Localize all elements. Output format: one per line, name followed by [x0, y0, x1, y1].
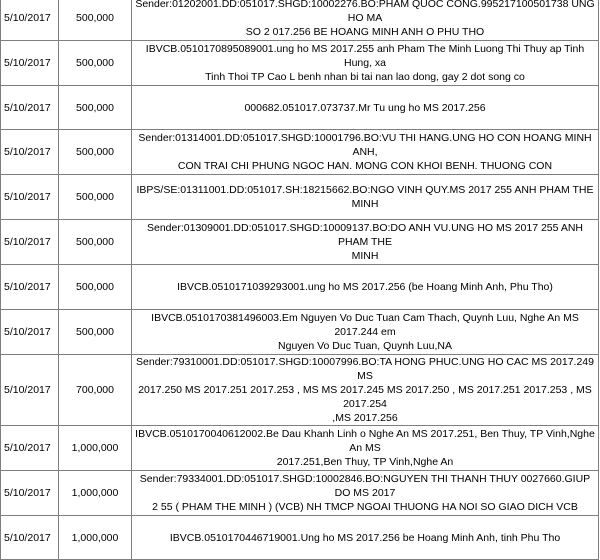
- description-line: Nguyen Vo Duc Tuan, Quynh Luu,NA: [278, 340, 452, 352]
- description-cell: [132, 41, 599, 86]
- description-line: Sender:01309001.DD:051017.SHGD:10009137.BO:DO ANH VU.UNG HO MS 2017 255 ANH PHAM THE: [147, 222, 583, 248]
- amount-cell: 700,000: [59, 355, 132, 426]
- amount-cell: 1,000,000: [59, 516, 132, 560]
- description-line: 2017.250 MS 2017.251 2017.253 , MS MS 2017.245 MS 2017.250 , MS 2017.251 2017.253 , MS 2017.254: [138, 384, 592, 410]
- description-cell: [132, 220, 599, 265]
- date-cell: 5/10/2017: [1, 471, 59, 516]
- date-cell: 5/10/2017: [1, 310, 59, 355]
- table-row: [1, 130, 599, 175]
- description-line: IBVCB.0510170446719001.Ung ho MS 2017.256 be Hoang Minh Anh, tinh Phu Tho: [169, 531, 561, 544]
- amount-cell: 500,000: [59, 175, 132, 220]
- date-cell: 5/10/2017: [1, 86, 59, 130]
- amount-cell: 500,000: [59, 86, 132, 130]
- amount-cell: 1,000,000: [59, 426, 132, 471]
- table-row: [1, 41, 599, 86]
- description-line: Sender:01202001.DD:051017.SHGD:10002276.BO:PHAM QUOC CONG.995217100501738 UNG HO MA: [135, 0, 595, 24]
- date-cell: 5/10/2017: [1, 516, 59, 560]
- description-cell: [132, 0, 599, 41]
- amount-cell: 500,000: [59, 0, 132, 41]
- description-line: SO 2 017.256 BE HOANG MINH ANH O PHU THO: [245, 26, 485, 38]
- description-line: IBVCB.0510170895089001.ung ho MS 2017.255 anh Pham The Minh Luong Thi Thuy ap Tinh Hung, xa: [145, 43, 585, 69]
- description-line: IBVCB.0510171039293001.ung ho MS 2017.256 (be Hoang Minh Anh, Phu Tho): [177, 281, 553, 293]
- date-cell: 5/10/2017: [1, 426, 59, 471]
- amount-cell: 500,000: [59, 265, 132, 310]
- description-cell: [132, 310, 599, 355]
- description-cell: [132, 130, 599, 175]
- table-row: [1, 516, 599, 560]
- table-row: [1, 175, 599, 220]
- date-cell: 5/10/2017: [1, 265, 59, 310]
- description-cell: [132, 265, 599, 310]
- table-row: [1, 86, 599, 130]
- date-cell: 5/10/2017: [1, 41, 59, 86]
- description-line: Sender:79334001.DD:051017.SHGD:10002846.BO:NGUYEN THI THANH THUY 0027660.GIUP DO MS 2017: [139, 473, 591, 499]
- description-line: Sender:01314001.DD:051017.SHGD:10001796.BO:VU THI HANG.UNG HO CON HOANG MINH ANH,: [138, 132, 592, 158]
- description-line: Tinh Thoi TP Cao L benh nhan bi tai nan lao dong, gay 2 dot song co: [205, 71, 525, 83]
- date-cell: 5/10/2017: [1, 220, 59, 265]
- amount-cell: 500,000: [59, 130, 132, 175]
- table-row: [1, 220, 599, 265]
- description-line: CON TRAI CHI PHUNG NGOC HAN. MONG CON KHOI BENH. THUONG CON: [177, 160, 553, 172]
- description-cell: [132, 355, 599, 426]
- description-line: 2017.251,Ben Thuy, TP Vinh,Nghe An: [276, 456, 454, 468]
- amount-cell: 500,000: [59, 220, 132, 265]
- description-cell: [132, 516, 599, 560]
- description-line: ,MS 2017.256: [332, 412, 398, 424]
- description-line: Sender:79310001.DD:051017.SHGD:10007996.BO:TA HONG PHUC.UNG HO CAC MS 2017.249 MS: [136, 356, 594, 382]
- date-cell: 5/10/2017: [1, 175, 59, 220]
- table-row: [1, 265, 599, 310]
- date-cell: 5/10/2017: [1, 0, 59, 41]
- description-cell: [132, 426, 599, 471]
- table-row: [1, 310, 599, 355]
- amount-cell: 500,000: [59, 310, 132, 355]
- description-cell: [132, 175, 599, 220]
- description-cell: [132, 471, 599, 516]
- table-row: [1, 426, 599, 471]
- table-row: [1, 0, 599, 41]
- description-line: MINH: [351, 250, 379, 262]
- table-row: [1, 355, 599, 426]
- transactions-body: [1, 0, 599, 560]
- date-cell: 5/10/2017: [1, 355, 59, 426]
- description-line: 000682.051017.073737.Mr Tu ung ho MS 2017.256: [244, 101, 486, 114]
- amount-cell: 1,000,000: [59, 471, 132, 516]
- description-cell: [132, 86, 599, 130]
- amount-cell: 500,000: [59, 41, 132, 86]
- description-line: 2 55 ( PHAM THE MINH ) (VCB) NH TMCP NGOAI THUONG HA NOI SO GIAO DICH VCB: [152, 501, 578, 513]
- description-line: IBVCB.0510170381496003.Em Nguyen Vo Duc Tuan Cam Thach, Quynh Luu, Nghe An MS 2017.244 em: [151, 312, 579, 338]
- description-line: IBPS/SE:01311001.DD:051017.SH:18215662.BO:NGO VINH QUY.MS 2017 255 ANH PHAM THE MINH: [136, 184, 594, 210]
- description-line: IBVCB.0510170040612002.Be Dau Khanh Linh o Nghe An MS 2017.251, Ben Thuy, TP Vinh,Nghe An MS: [135, 428, 595, 454]
- date-cell: 5/10/2017: [1, 130, 59, 175]
- table-row: [1, 471, 599, 516]
